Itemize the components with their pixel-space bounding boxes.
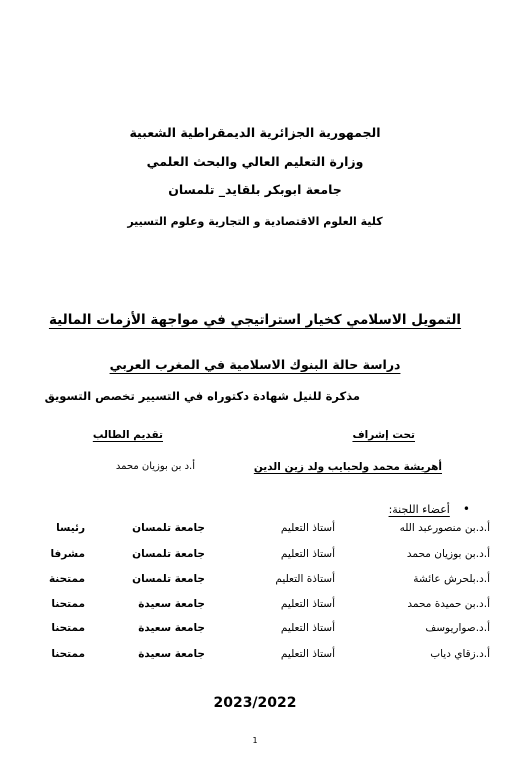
committee-row [30,548,490,564]
member-university: جامعة تلمسان [132,522,205,534]
member-rank: أستاذ التعليم [280,622,335,634]
member-role: ممتحنا [51,598,85,610]
student-names: أهريشة محمد ولحبايب ولد زين الدين [253,461,442,473]
committee-heading: أعضاء اللجنة: [388,503,450,516]
supervision-label: تحت إشراف [352,429,415,441]
member-role: ممتحنة [48,573,85,585]
member-name: أ.د.صواريوسف [425,622,490,634]
committee-row [30,598,490,614]
member-university: جامعة سعيدة [138,648,205,660]
member-university: جامعة تلمسان [132,548,205,560]
member-rank: أستاذ التعليم [280,522,335,534]
member-rank: أستاذة التعليم [275,573,335,585]
member-rank: أستاذ التعليم [280,648,335,660]
thesis-title: التمويل الاسلامي كخيار استراتيجي في مواجهة الأزمات المالية [48,312,462,328]
committee-row [30,573,490,589]
member-role: ممتحنا [51,622,85,634]
member-role: رئيسا [56,522,85,534]
member-rank: أستاذ التعليم [280,598,335,610]
supervisor-name: أ.د بن بوزيان محمد [115,461,195,472]
member-name: أ.د.بلحرش عائشة [413,573,490,585]
committee-heading-row [389,498,470,517]
republic-heading: الجمهورية الجزائرية الديمقراطية الشعبية [129,125,381,140]
member-university: جامعة تلمسان [132,573,205,585]
academic-year: 2023/2022 [213,695,297,711]
ministry-heading: وزارة التعليم العالي والبحث العلمي [146,154,364,169]
committee-row [30,648,490,664]
member-rank: أستاذ التعليم [280,548,335,560]
member-university: جامعة سعيدة [138,622,205,634]
faculty-heading: كلية العلوم الاقتصادية و التجارية وعلوم التسيير [127,215,383,228]
member-name: أ.د.بن حميدة محمد [407,598,490,610]
university-heading: جامعة ابوبكر بلقايد_ تلمسان [168,182,342,197]
thesis-subtitle: دراسة حالة البنوك الاسلامية في المغرب العربي [109,357,401,372]
committee-row [30,522,490,538]
submitted-by-label: تقديم الطالب [92,429,163,441]
degree-line: مذكرة للنيل شهادة دكتوراه في التسيير تخصص التسويق [44,389,360,403]
member-university: جامعة سعيدة [138,598,205,610]
bullet-icon: • [462,502,470,516]
member-role: ممتحنا [51,648,85,660]
member-name: أ.د.بن بوزيان محمد [406,548,490,560]
member-name: أ.د.بن منصورعبد الله [399,522,490,534]
page-number: 1 [252,736,258,745]
member-role: مشرفا [50,548,85,560]
committee-row [30,622,490,638]
member-name: أ.د.زقاي دياب [430,648,490,660]
